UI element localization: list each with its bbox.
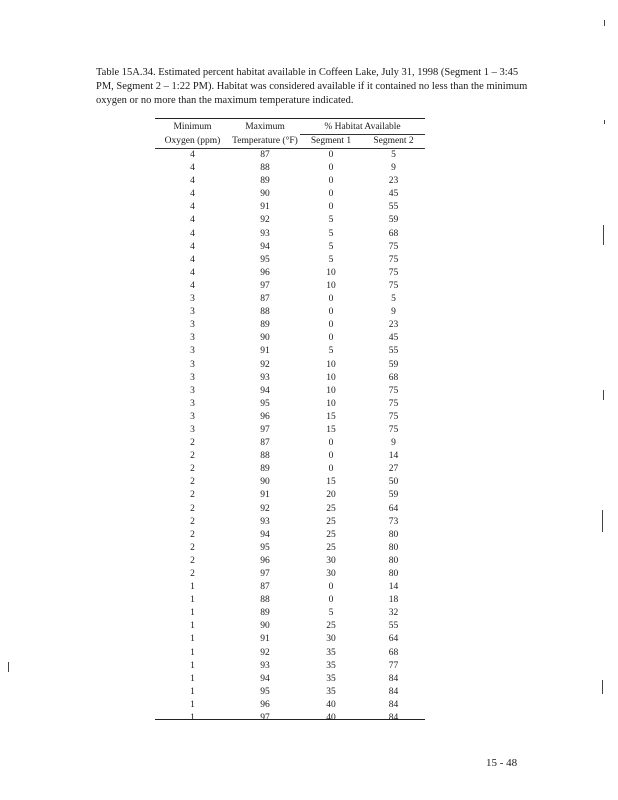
table-row <box>155 633 425 646</box>
table-row <box>155 372 425 385</box>
cell-min-oxygen: 1 <box>190 673 195 684</box>
table-row <box>155 214 425 227</box>
cell-segment-1: 0 <box>328 438 334 449</box>
cell-max-temperature: 93 <box>260 516 270 527</box>
cell-segment-2: 45 <box>388 333 399 344</box>
cell-segment-1: 10 <box>326 280 336 291</box>
cell-max-temperature: 88 <box>260 595 270 606</box>
cell-max-temperature: 93 <box>260 660 270 671</box>
cell-min-oxygen: 3 <box>190 411 195 422</box>
cell-max-temperature: 91 <box>260 202 270 213</box>
cell-segment-2: 59 <box>388 215 399 226</box>
cell-min-oxygen: 1 <box>190 713 195 724</box>
cell-segment-1: 40 <box>326 699 336 710</box>
table-row <box>155 293 425 306</box>
cell-min-oxygen: 2 <box>190 464 195 475</box>
cell-segment-2: 45 <box>388 189 399 200</box>
cell-min-oxygen: 4 <box>190 150 195 160</box>
scan-mark <box>603 225 604 245</box>
cell-segment-1: 0 <box>328 163 334 174</box>
table-row <box>155 201 425 214</box>
cell-segment-2: 80 <box>388 555 399 566</box>
cell-segment-2: 9 <box>391 163 396 174</box>
cell-min-oxygen: 3 <box>190 294 195 305</box>
table-row <box>155 647 425 660</box>
table-row <box>155 607 425 620</box>
table-row <box>155 489 425 502</box>
cell-max-temperature: 97 <box>260 424 270 435</box>
cell-min-oxygen: 2 <box>190 569 195 579</box>
cell-max-temperature: 91 <box>260 634 270 645</box>
cell-segment-1: 25 <box>326 529 336 540</box>
cell-segment-1: 0 <box>328 202 334 213</box>
cell-max-temperature: 87 <box>260 150 270 160</box>
cell-max-temperature: 94 <box>260 241 270 252</box>
cell-segment-2: 14 <box>388 451 399 462</box>
cell-segment-2: 80 <box>388 569 399 579</box>
cell-segment-2: 75 <box>388 398 399 409</box>
table-row <box>155 660 425 673</box>
cell-max-temperature: 94 <box>260 529 270 540</box>
cell-segment-2: 9 <box>391 307 396 318</box>
cell-max-temperature: 96 <box>260 699 270 710</box>
table-row <box>155 437 425 450</box>
cell-segment-2: 84 <box>388 673 399 684</box>
cell-segment-2: 55 <box>388 621 399 632</box>
cell-max-temperature: 92 <box>260 215 270 226</box>
cell-segment-1: 10 <box>326 398 336 409</box>
cell-min-oxygen: 1 <box>190 582 195 593</box>
table-row <box>155 149 425 163</box>
cell-segment-2: 84 <box>388 713 399 724</box>
cell-min-oxygen: 4 <box>190 241 195 252</box>
scan-mark <box>604 20 605 26</box>
cell-segment-1: 5 <box>328 228 334 239</box>
cell-segment-2: 80 <box>388 542 399 553</box>
scan-mark <box>602 510 603 532</box>
cell-min-oxygen: 2 <box>190 555 195 566</box>
cell-max-temperature: 88 <box>260 451 270 462</box>
table-row <box>155 188 425 201</box>
cell-segment-2: 50 <box>388 477 399 488</box>
cell-max-temperature: 90 <box>260 477 270 488</box>
cell-max-temperature: 97 <box>260 280 270 291</box>
header-segment-2: Segment 2 <box>362 135 425 149</box>
cell-segment-1: 30 <box>326 569 336 579</box>
cell-segment-2: 27 <box>388 464 399 475</box>
page-number: 15 - 48 <box>486 757 518 769</box>
cell-segment-1: 10 <box>326 267 336 278</box>
table-row <box>155 529 425 542</box>
cell-min-oxygen: 4 <box>190 267 195 278</box>
cell-min-oxygen: 1 <box>190 647 195 658</box>
cell-max-temperature: 91 <box>260 490 270 501</box>
cell-min-oxygen: 1 <box>190 608 195 619</box>
table-row <box>155 411 425 424</box>
cell-segment-2: 75 <box>388 267 399 278</box>
cell-segment-1: 0 <box>328 320 334 331</box>
cell-segment-2: 23 <box>388 176 399 187</box>
cell-max-temperature: 95 <box>260 254 270 265</box>
scan-mark <box>604 120 605 124</box>
cell-max-temperature: 88 <box>260 163 270 174</box>
cell-segment-2: 64 <box>388 634 399 645</box>
scan-mark <box>8 662 9 672</box>
table-row <box>155 686 425 699</box>
cell-segment-2: 84 <box>388 686 399 697</box>
table-bottom-rule <box>155 719 425 720</box>
table-row <box>155 228 425 241</box>
cell-segment-2: 14 <box>388 582 399 593</box>
table-top-rule <box>155 118 425 119</box>
cell-max-temperature: 94 <box>260 385 270 396</box>
table-row <box>155 280 425 293</box>
cell-segment-1: 10 <box>326 359 336 370</box>
cell-max-temperature: 87 <box>260 294 270 305</box>
cell-segment-2: 68 <box>388 228 399 239</box>
cell-segment-2: 9 <box>391 438 396 449</box>
cell-segment-1: 25 <box>326 503 336 514</box>
cell-segment-1: 0 <box>328 451 334 462</box>
header-segment-1: Segment 1 <box>300 135 362 149</box>
table-row <box>155 241 425 254</box>
cell-min-oxygen: 3 <box>190 398 195 409</box>
cell-segment-2: 68 <box>388 647 399 658</box>
cell-max-temperature: 89 <box>260 176 270 187</box>
table-row <box>155 359 425 372</box>
table-row <box>155 175 425 188</box>
cell-segment-2: 32 <box>388 608 399 619</box>
cell-segment-2: 75 <box>388 280 399 291</box>
cell-max-temperature: 96 <box>260 267 270 278</box>
cell-segment-1: 0 <box>328 595 334 606</box>
cell-segment-1: 0 <box>328 333 334 344</box>
cell-segment-1: 15 <box>326 477 336 488</box>
cell-segment-1: 5 <box>328 608 334 619</box>
cell-segment-1: 0 <box>328 150 334 160</box>
scan-mark <box>602 680 603 694</box>
cell-min-oxygen: 1 <box>190 621 195 632</box>
table-row <box>155 306 425 319</box>
header-minimum: Minimum <box>173 122 212 133</box>
table-row <box>155 254 425 267</box>
cell-max-temperature: 96 <box>260 411 270 422</box>
cell-segment-1: 30 <box>326 555 336 566</box>
cell-segment-1: 0 <box>328 307 334 318</box>
cell-segment-1: 25 <box>326 621 336 632</box>
cell-min-oxygen: 2 <box>190 477 195 488</box>
cell-max-temperature: 87 <box>260 582 270 593</box>
header-maximum: Maximum <box>245 122 285 133</box>
table-row <box>155 162 425 175</box>
cell-segment-1: 0 <box>328 582 334 593</box>
cell-max-temperature: 90 <box>260 189 270 200</box>
cell-segment-1: 5 <box>328 254 334 265</box>
cell-segment-1: 10 <box>326 372 336 383</box>
cell-segment-1: 0 <box>328 176 334 187</box>
table-row <box>155 673 425 686</box>
cell-segment-2: 75 <box>388 385 399 396</box>
cell-min-oxygen: 3 <box>190 333 195 344</box>
cell-segment-2: 75 <box>388 424 399 435</box>
table-row <box>155 542 425 555</box>
cell-segment-1: 0 <box>328 294 334 305</box>
cell-segment-1: 35 <box>326 686 336 697</box>
cell-segment-1: 20 <box>326 490 336 501</box>
cell-max-temperature: 88 <box>260 307 270 318</box>
cell-segment-2: 75 <box>388 254 399 265</box>
cell-max-temperature: 90 <box>260 621 270 632</box>
cell-max-temperature: 94 <box>260 673 270 684</box>
cell-max-temperature: 93 <box>260 228 270 239</box>
cell-segment-1: 25 <box>326 542 336 553</box>
cell-segment-2: 18 <box>388 595 399 606</box>
cell-segment-1: 25 <box>326 516 336 527</box>
cell-min-oxygen: 3 <box>190 346 195 357</box>
cell-min-oxygen: 2 <box>190 490 195 501</box>
scan-mark <box>603 390 604 400</box>
cell-min-oxygen: 1 <box>190 699 195 710</box>
table-row <box>155 424 425 437</box>
cell-segment-1: 5 <box>328 241 334 252</box>
cell-max-temperature: 97 <box>260 713 270 724</box>
cell-segment-1: 5 <box>328 346 334 357</box>
cell-min-oxygen: 3 <box>190 424 195 435</box>
table-row <box>155 332 425 345</box>
cell-segment-2: 59 <box>388 359 399 370</box>
table-row <box>155 503 425 516</box>
cell-max-temperature: 87 <box>260 438 270 449</box>
table-row <box>155 450 425 463</box>
cell-max-temperature: 92 <box>260 359 270 370</box>
cell-min-oxygen: 2 <box>190 542 195 553</box>
table-row <box>155 398 425 411</box>
cell-min-oxygen: 2 <box>190 516 195 527</box>
cell-min-oxygen: 4 <box>190 228 195 239</box>
cell-max-temperature: 89 <box>260 464 270 475</box>
cell-segment-1: 15 <box>326 411 336 422</box>
cell-min-oxygen: 1 <box>190 634 195 645</box>
table-row <box>155 463 425 476</box>
cell-segment-2: 5 <box>391 150 396 160</box>
cell-segment-1: 35 <box>326 647 336 658</box>
cell-segment-2: 59 <box>388 490 399 501</box>
cell-max-temperature: 95 <box>260 686 270 697</box>
table-row <box>155 620 425 633</box>
cell-segment-1: 0 <box>328 189 334 200</box>
cell-segment-2: 75 <box>388 241 399 252</box>
cell-min-oxygen: 4 <box>190 163 195 174</box>
cell-max-temperature: 90 <box>260 333 270 344</box>
cell-segment-2: 75 <box>388 411 399 422</box>
cell-min-oxygen: 4 <box>190 202 195 213</box>
cell-segment-2: 77 <box>388 660 399 671</box>
cell-min-oxygen: 3 <box>190 307 195 318</box>
cell-min-oxygen: 4 <box>190 189 195 200</box>
cell-segment-1: 0 <box>328 464 334 475</box>
cell-segment-2: 23 <box>388 320 399 331</box>
table-row <box>155 385 425 398</box>
table-row <box>155 699 425 712</box>
cell-segment-1: 5 <box>328 215 334 226</box>
cell-min-oxygen: 1 <box>190 686 195 697</box>
cell-min-oxygen: 3 <box>190 320 195 331</box>
cell-segment-2: 5 <box>391 294 396 305</box>
cell-max-temperature: 92 <box>260 503 270 514</box>
table-row <box>155 581 425 594</box>
cell-min-oxygen: 2 <box>190 451 195 462</box>
table-row <box>155 476 425 489</box>
cell-segment-2: 55 <box>388 202 399 213</box>
cell-max-temperature: 89 <box>260 320 270 331</box>
cell-min-oxygen: 3 <box>190 372 195 383</box>
table-row <box>155 555 425 568</box>
cell-min-oxygen: 3 <box>190 385 195 396</box>
cell-min-oxygen: 2 <box>190 503 195 514</box>
cell-min-oxygen: 1 <box>190 660 195 671</box>
cell-segment-2: 68 <box>388 372 399 383</box>
header-temperature-f: Temperature (°F) <box>230 135 300 149</box>
cell-min-oxygen: 4 <box>190 280 195 291</box>
header-habitat-available: % Habitat Available <box>300 121 425 135</box>
cell-min-oxygen: 1 <box>190 595 195 606</box>
cell-segment-2: 84 <box>388 699 399 710</box>
cell-max-temperature: 95 <box>260 542 270 553</box>
table-caption: Table 15A.34. Estimated percent habitat available in Coffeen Lake, July 31, 1998 (Segment 1 – 3:45 PM, Segment 2 – 1:22 PM). Habitat was considered available if it contained no less than the minimum oxygen or no more than the maximum temperature indicated. <box>96 67 528 106</box>
cell-min-oxygen: 2 <box>190 529 195 540</box>
cell-segment-1: 30 <box>326 634 336 645</box>
header-oxygen-ppm: Oxygen (ppm) <box>155 135 230 149</box>
habitat-table <box>155 121 425 725</box>
table-row <box>155 319 425 332</box>
cell-min-oxygen: 2 <box>190 438 195 449</box>
cell-segment-1: 35 <box>326 660 336 671</box>
cell-segment-2: 64 <box>388 503 399 514</box>
cell-segment-2: 73 <box>388 516 399 527</box>
cell-max-temperature: 89 <box>260 608 270 619</box>
cell-max-temperature: 97 <box>260 569 270 579</box>
table-row <box>155 267 425 280</box>
cell-max-temperature: 95 <box>260 398 270 409</box>
table-row <box>155 568 425 581</box>
table-row <box>155 345 425 358</box>
cell-segment-1: 40 <box>326 713 336 724</box>
cell-max-temperature: 96 <box>260 555 270 566</box>
table-row <box>155 594 425 607</box>
table-row <box>155 516 425 529</box>
cell-segment-1: 15 <box>326 424 336 435</box>
cell-segment-1: 35 <box>326 673 336 684</box>
cell-max-temperature: 91 <box>260 346 270 357</box>
cell-segment-1: 10 <box>326 385 336 396</box>
cell-min-oxygen: 3 <box>190 359 195 370</box>
cell-max-temperature: 92 <box>260 647 270 658</box>
cell-min-oxygen: 4 <box>190 215 195 226</box>
cell-segment-2: 55 <box>388 346 399 357</box>
cell-min-oxygen: 4 <box>190 176 195 187</box>
cell-min-oxygen: 4 <box>190 254 195 265</box>
cell-segment-2: 80 <box>388 529 399 540</box>
cell-max-temperature: 93 <box>260 372 270 383</box>
table-body <box>155 149 425 726</box>
